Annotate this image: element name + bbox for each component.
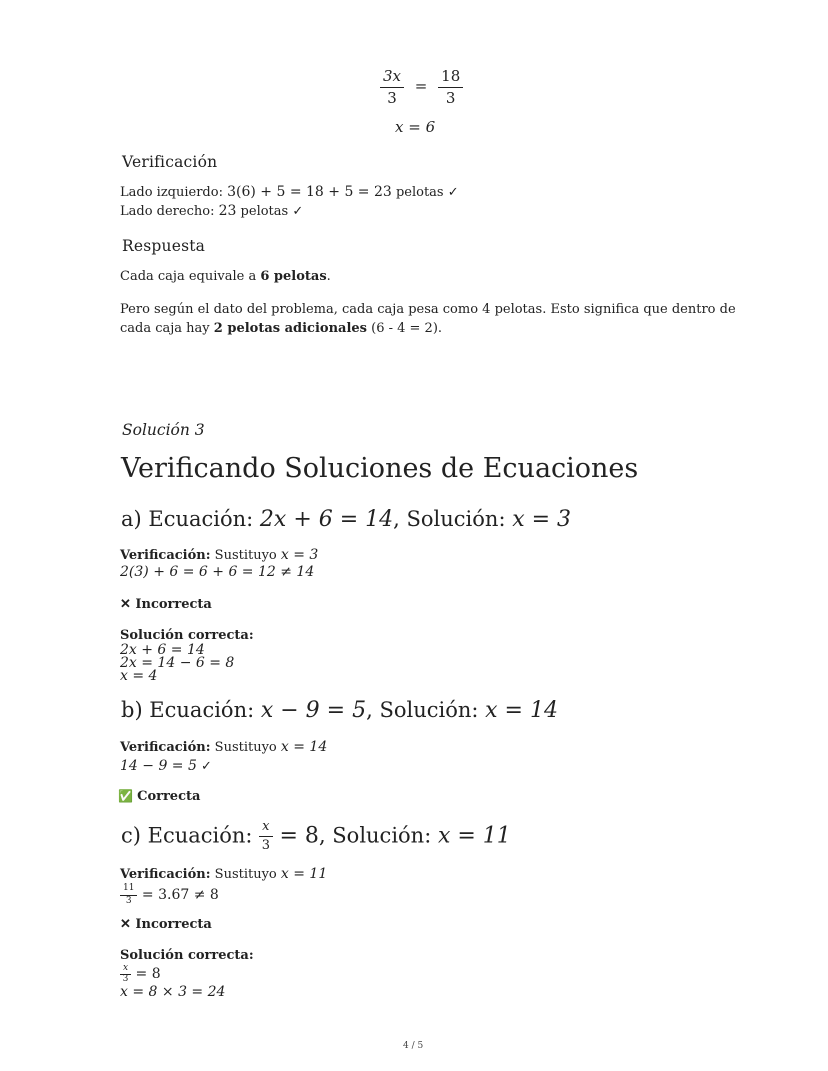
answer-paragraph-1: Cada caja equivale a 6 pelotas. [120,269,331,284]
solution-label: Solución 3 [122,421,205,439]
exercise-c-correct-solution: Solución correcta: $\frac{x}{3}$ = 8 x = 8 × 3 = 24 [120,948,254,1000]
fraction-x-over-3: $\frac{x}{3}$ [259,820,272,854]
page-number: 4 / 5 [403,1041,424,1051]
page-title: Verificando Soluciones de Ecuaciones [121,453,639,484]
fraction-right: $\frac{18}{3}$ [438,68,463,106]
answer-paragraph-2: Pero según el dato del problema, cada caja pesa como 4 pelotas. Esto significa que dentro de cada caja hay 2 pelotas adicionales (6 - 4 = 2). [120,302,736,336]
exercise-b-heading: b) Ecuación: x − 9 = 5, Solución: x = 14 [121,698,558,723]
fraction-left: $\frac{3x}{3}$ [380,68,404,106]
display-equation-fraction: $\frac{3x}{3}$ = $\frac{18}{3}$ [380,68,463,106]
verification-right-side: Lado derecho: 23 pelotas ✓ [120,203,304,219]
exercise-c-heading: c) Ecuación: $\frac{x}{3}$ = 8, Solución: x = 11 [121,819,511,854]
exercise-b-verification: Verificación: Sustituyo x = 14 14 − 9 = 5 ✓ [120,739,328,774]
fraction-11-over-3: $\frac{11}{3}$ [120,884,137,907]
check-icon: ✅ [118,789,133,803]
fraction-x-over-3-step: $\frac{x}{3}$ [120,964,131,985]
exercise-a-result-badge: ✕ Incorrecta [120,597,212,612]
exercise-a-heading: a) Ecuación: 2x + 6 = 14, Solución: x = 3 [121,507,572,532]
display-equation-result: x = 6 [395,118,436,136]
exercise-c-verification: Verificación: Sustituyo x = 11 $\frac{11}{3}$ = 3.67 ≠ 8 [120,866,328,906]
exercise-a-verification: Verificación: Sustituyo x = 3 2(3) + 6 = 6 + 6 = 12 ≠ 14 [120,547,319,580]
verification-left-side: Lado izquierdo: 3(6) + 5 = 18 + 5 = 23 pelotas ✓ [120,184,459,200]
exercise-a-correct-solution: Solución correcta: 2x + 6 = 14 2x = 14 − 6 = 8 x = 4 [120,628,254,684]
section-heading-verificacion: Verificación [122,153,218,171]
exercise-c-result-badge: ✕ Incorrecta [120,917,212,932]
exercise-b-result-badge: ✅ Correcta [118,789,201,804]
section-heading-respuesta: Respuesta [122,237,206,255]
